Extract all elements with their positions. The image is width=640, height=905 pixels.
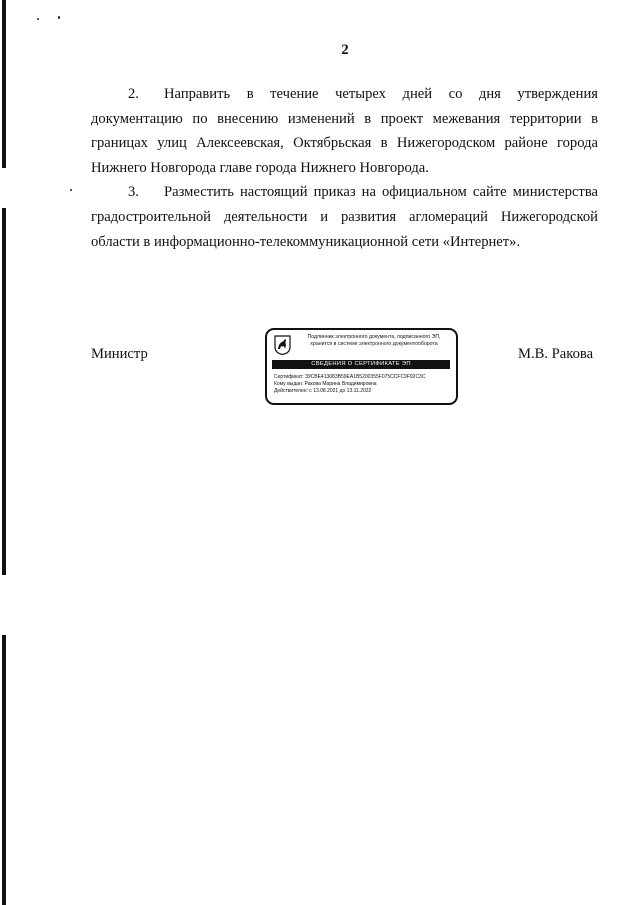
paragraph-number: 2. [128,86,139,102]
paragraph-3 [91,180,598,254]
stamp-header-line: хранится в системе электронного документооборота [310,340,438,347]
certificate-value: 39CBE413083B59EA1B5200355F075CCFC9F92C3C [305,374,426,380]
validity-row [274,388,454,395]
document-body [91,82,598,254]
scan-left-edge [2,0,6,905]
paragraph-text: Разместить настоящий приказ на официальном сайте министерства градостроительной деятельности и развития агломераций Нижегородской области в информационно-телекоммуникационной сети «Интернет». [91,184,598,250]
stamp-header-line: Подлинник электронного документа, подписанного ЭП, [307,334,441,340]
paragraph-text: Направить в течение четырех дней со дня утверждения документацию по внесению изменений в проект межевания территории в границах улиц Алексеевская, Октябрьская в Нижегородском районе города Нижнего Новгорода главе города Нижнего Новгорода. [91,86,598,176]
scan-speck [70,189,72,191]
scan-speck [58,16,60,19]
paragraph-number: 3. [128,184,139,201]
coat-of-arms-icon [274,335,291,355]
certificate-label: Сертификат: [274,374,304,380]
scan-edge-gap [2,168,6,208]
e-signature-stamp [265,328,458,405]
certificate-row [274,374,454,381]
stamp-band-title: СВЕДЕНИЯ О СЕРТИФИКАТЕ ЭП [272,360,450,369]
scan-speck [37,18,39,20]
signature-block [0,328,640,418]
paragraph-2 [91,82,598,180]
issued-to-label: Кому выдан: [274,381,304,387]
issued-to-row [274,381,454,388]
signer-position: Министр [91,346,148,362]
issued-to-value: Ракова Марина Владимировна [304,381,377,387]
stamp-header [294,334,454,347]
validity-value: с 13.08.2021 до 13.11.2022 [309,388,372,394]
signer-name: М.В. Ракова [518,346,594,362]
scan-edge-gap [2,575,6,635]
validity-label: Действителен: [274,388,308,394]
stamp-details [274,374,454,395]
page-number: 2 [341,42,349,58]
